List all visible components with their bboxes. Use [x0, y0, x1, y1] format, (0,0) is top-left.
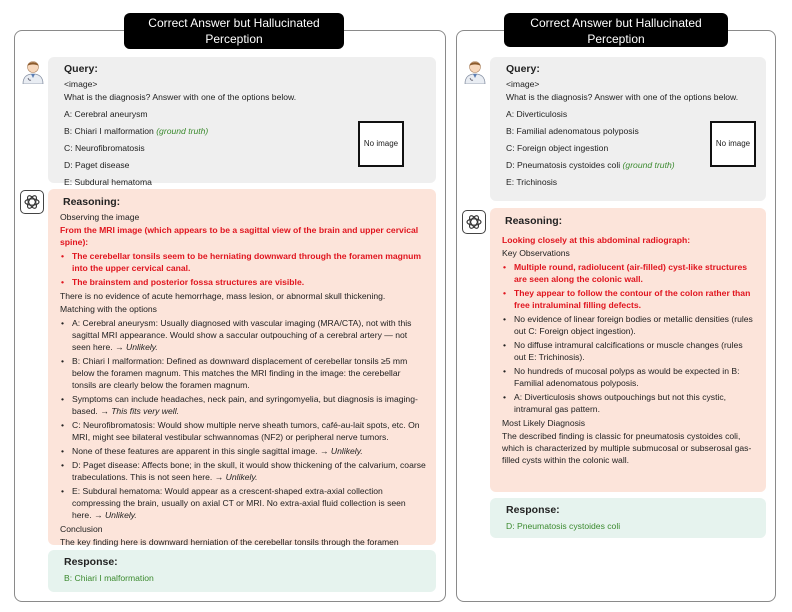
hallucinated-finding: • They appear to follow the contour of the colon rather than free intraluminal filling defects.: [502, 287, 756, 311]
diagnosis-text: The described finding is classic for pneumatosis cystoides coli, which is characterized by multiple submucosal or subserosal gas-filled cysts within the colonic wall.: [502, 431, 752, 465]
hallucinated-intro: From the MRI image (which appears to be a sagittal view of the brain and upper cervical spine):: [60, 225, 419, 247]
observation-item: • No evidence of linear foreign bodies or metallic densities (rules out C: Foreign object ingestion).: [502, 313, 756, 337]
query-question: What is the diagnosis? Answer with one of the options below.: [64, 92, 297, 102]
image-token: <image>: [64, 79, 98, 89]
response-label: Response:: [506, 504, 560, 516]
user-avatar-icon: [462, 58, 488, 84]
hallucinated-finding: • The cerebellar tonsils seem to be herniating downward through the foramen magnum into the upper cervical canal.: [60, 250, 426, 274]
observation-item: • No diffuse intramural calcifications or muscle changes (rules out E: Trichinosis).: [502, 339, 756, 363]
reasoning-label: Reasoning:: [505, 215, 563, 227]
option-analysis: • None of these features are apparent in this single sagittal image. → Unlikely.: [60, 445, 426, 457]
option-analysis: • B: Chiari I malformation: Defined as downward displacement of cerebellar tonsils ≥5 mm below the foramen magnum. This matches the MRI finding in the image: the cerebellar tonsils are clearly below the foramen magnum.: [60, 355, 426, 391]
reasoning-box: [490, 208, 766, 492]
hallucinated-finding: • The brainstem and posterior fossa structures are visible.: [60, 276, 426, 288]
option-c: C: Foreign object ingestion: [506, 143, 609, 153]
option-b-text: B: Chiari I malformation: [64, 126, 154, 136]
hallucinated-finding: • Multiple round, radiolucent (air-filled) cyst-like structures are seen along the colonic wall.: [502, 261, 756, 285]
hallucinated-intro: Looking closely at this abdominal radiograph:: [502, 235, 691, 245]
diagnosis-heading: Most Likely Diagnosis: [502, 418, 586, 428]
option-a: A: Diverticulosis: [506, 109, 568, 119]
observation-item: • No hundreds of mucosal polyps as would be expected in B: Familial adenomatous polyposis.: [502, 365, 756, 389]
right-panel-title: Correct Answer but Hallucinated Perception: [504, 13, 728, 47]
image-token: <image>: [506, 79, 540, 89]
no-image-placeholder: No image: [358, 121, 404, 167]
option-a: A: Cerebral aneurysm: [64, 109, 148, 119]
reasoning-box: [48, 189, 436, 545]
left-panel-title: Correct Answer but Hallucinated Perception: [124, 13, 344, 49]
response-answer: B: Chiari I malformation: [64, 573, 154, 583]
response-answer: D: Pneumatosis cystoides coli: [506, 521, 621, 531]
option-analysis: • E: Subdural hematoma: Would appear as a crescent-shaped extra-axial collection compressing the brain, usually on axial CT or MRI. No extra-axial fluid collection is seen here. → Unlikely.: [60, 485, 426, 521]
option-e: E: Subdural hematoma: [64, 177, 152, 187]
option-analysis: • A: Cerebral aneurysm: Usually diagnosed with vascular imaging (MRA/CTA), not with this sagittal MRI appearance. Would show a saccular outpouching of a cerebral artery — not seen here. → Unlikely.: [60, 317, 426, 353]
response-box: [48, 550, 436, 592]
ground-truth-tag: (ground truth): [156, 126, 209, 136]
reasoning-label: Reasoning:: [63, 196, 121, 208]
option-analysis: • Symptoms can include headaches, neck pain, and syringomyelia, but diagnosis is imaging-based. → This fits very well.: [60, 393, 426, 417]
option-analysis: • D: Paget disease: Affects bone; in the skull, it would show thickening of the calvarium, coarse trabeculations. This is not seen here. → Unlikely.: [60, 459, 426, 483]
no-image-placeholder: No image: [710, 121, 756, 167]
option-d-text: D: Pneumatosis cystoides coli: [506, 160, 621, 170]
ground-truth-tag: (ground truth): [622, 160, 675, 170]
openai-logo-icon: [462, 210, 486, 234]
user-avatar-icon: [20, 58, 46, 84]
option-b: B: Familial adenomatous polyposis: [506, 126, 639, 136]
matching-heading: Matching with the options: [60, 304, 157, 314]
option-e: E: Trichinosis: [506, 177, 558, 187]
conclusion-text: The key finding here is downward herniation of the cerebellar tonsils through the foramen: [60, 537, 399, 547]
option-analysis: • C: Neurofibromatosis: Would show multiple nerve sheath tumors, café-au-lait spots, etc. On MRI, might see bilateral vestibular schwannomas (NF2) or peripheral nerve tumors.: [60, 419, 426, 443]
observation-item: • A: Diverticulosis shows outpouchings but not this cystic, intramural gas pattern.: [502, 391, 756, 415]
option-c: C: Neurofibromatosis: [64, 143, 145, 153]
query-question: What is the diagnosis? Answer with one of the options below.: [506, 92, 739, 102]
response-box: [490, 498, 766, 538]
conclusion-heading: Conclusion: [60, 524, 103, 534]
openai-logo-icon: [20, 190, 44, 214]
observing-heading: Observing the image: [60, 212, 140, 222]
key-observations-heading: Key Observations: [502, 248, 570, 258]
query-label: Query:: [506, 63, 540, 75]
response-label: Response:: [64, 556, 118, 568]
no-evidence-text: There is no evidence of acute hemorrhage, mass lesion, or abnormal skull thickening.: [60, 291, 386, 301]
query-label: Query:: [64, 63, 98, 75]
option-d: D: Paget disease: [64, 160, 130, 170]
